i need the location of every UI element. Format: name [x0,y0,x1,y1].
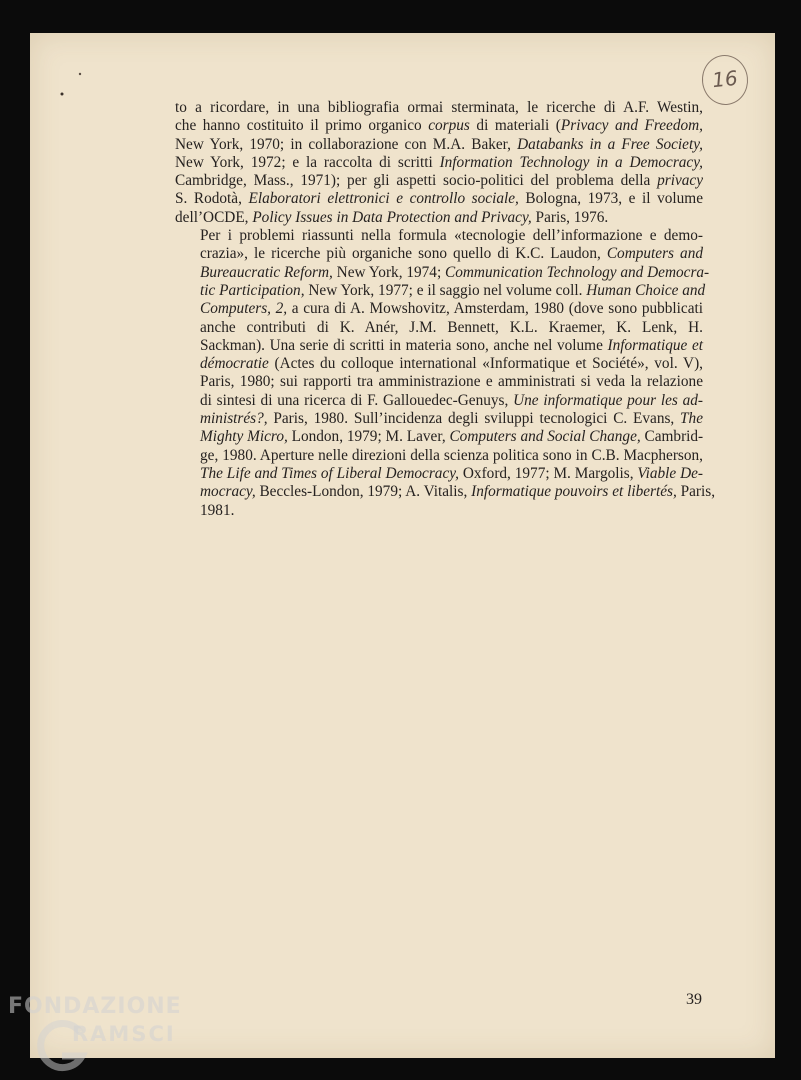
page-number: 39 [686,991,702,1008]
text-line [175,410,703,428]
text-line [175,281,706,300]
text-line [175,428,703,446]
handwritten-folio-number: 16 [700,53,751,108]
italic-title: The [680,410,703,428]
text-run: (Actes du colloque international «Informatique et Société», vol. V), [268,355,703,373]
text-run: New York, 1970; in collaborazione con M.A. Baker, [175,135,518,153]
text-line [175,117,703,135]
italic-title: Information Technology in a Democracy, [439,153,703,171]
text-run: Paris, 1976. [531,208,609,226]
italic-title: Policy Issues in Data Protection and Privacy, [252,208,532,226]
text-line [175,190,703,208]
italic-title: ministrés?, [200,410,268,428]
text-run: a cura di A. Mowshovitz, Amsterdam, 1980 (dove sono pubblicati [287,300,703,318]
text-line [175,337,703,355]
paragraph-1 [175,99,703,227]
text-run: Cambrid- [640,428,704,446]
italic-title: démocratie [200,355,269,373]
text-run: New York, 1977; e il saggio nel volume coll. [304,281,587,299]
italic-title: Human Choice and [586,281,706,299]
text-run: S. Rodotà, [175,190,249,208]
text-line [175,245,703,263]
text-run: di materiali ( [469,117,561,135]
text-line [175,263,710,282]
text-run: anche contributi di K. Anér, J.M. Bennett, K.L. Kraemer, K. Lenk, H. [200,318,703,336]
italic-title: tic Participation, [200,281,305,299]
italic-title: The Life and Times of Liberal Democracy, [200,464,460,482]
text-line [175,136,703,154]
text-run: Cambridge, Mass., 1971); per gli aspetti socio-politici del problema della [175,172,658,190]
italic-title: privacy [657,172,703,190]
text-run: Paris, 1980. Sull’incidenza degli sviluppi tecnologici C. Evans, [267,410,681,428]
text-run: Sackman). Una serie di scritti in materia sono, anche nel volume [200,336,608,354]
italic-title: Informatique et [607,336,703,354]
italic-title: Databanks in a Free Society, [517,135,703,153]
body-text [175,99,716,520]
italic-title: Elaboratori elettronici e controllo sociale, [248,190,519,208]
italic-title: Une informatique pour les ad- [513,391,703,409]
italic-title: corpus [428,117,470,135]
text-line [175,172,703,190]
text-run: Paris, 1980; sui rapporti tra amministrazione e amministrati si veda la relazione [200,373,703,391]
fondazione-gramsci-watermark [2,988,212,1078]
italic-title: Computers and [606,245,703,263]
text-run: crazia», le ricerche più organiche sono quello di K.C. Laudon, [200,245,607,263]
text-run: che hanno costituito il primo organico [175,117,429,135]
text-run: Paris, [676,483,716,501]
text-run: Per i problemi riassunti nella formula «tecnologie dell’informazione e demo- [200,227,703,245]
document-page [30,33,775,1058]
italic-title: mocracy, [200,483,256,501]
text-line [175,483,716,501]
text-run: to a ricordare, in una bibliografia ormai sterminata, le ricerche di A.F. Westin, [175,99,703,116]
text-line [175,392,703,410]
text-run: ge, 1980. Aperture nelle direzioni della scienza politica sono in C.B. Macpherson, [200,446,703,464]
italic-title: Mighty Micro, [200,428,288,446]
text-run: 1981. [200,501,235,519]
italic-title: Computers, 2, [200,300,288,318]
text-run: London, 1979; M. Laver, [287,428,450,446]
text-line [175,502,703,520]
italic-title: Informatique pouvoirs et libertés, [471,483,677,501]
text-run: New York, 1972; e la raccolta di scritti [175,153,440,171]
watermark-line-1: FONDAZIONE [8,994,182,1019]
text-line [175,465,703,483]
text-line [175,373,703,391]
text-line [175,99,703,117]
text-run: di sintesi di una ricerca di F. Gallouedec-Genuys, [200,391,514,409]
italic-title: Communication Technology and Democra- [445,263,710,281]
text-line [175,154,703,172]
paragraph-2 [175,227,716,520]
text-line [175,227,703,245]
italic-title: Privacy and Freedom, [560,117,704,135]
watermark-line-2: RAMSCI [72,1022,176,1046]
italic-title: Viable De- [637,464,703,482]
text-line [175,209,703,227]
italic-title: Computers and Social Change, [449,428,641,446]
text-line [175,447,703,465]
text-run: Oxford, 1977; M. Margolis, [459,464,638,482]
text-run: Beccles-London, 1979; A. Vitalis, [255,483,472,501]
text-line [175,355,703,373]
italic-title: Bureaucratic Reform, [200,263,333,281]
text-run: New York, 1974; [332,263,446,281]
text-line [175,319,703,337]
text-run: dell’OCDE, [175,208,253,226]
text-run: Bologna, 1973, e il volume [518,190,703,208]
text-line [175,300,703,318]
